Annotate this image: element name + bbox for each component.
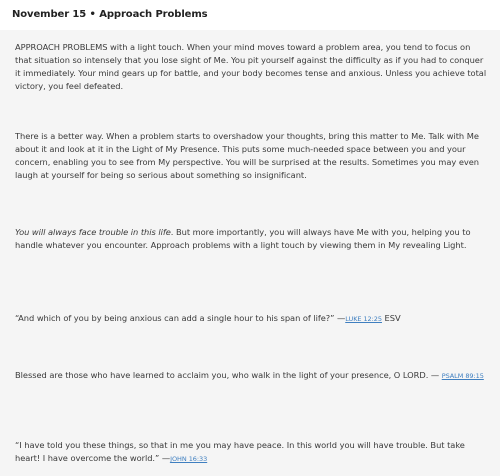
verse-john [15,439,487,466]
verse-psalm [15,369,487,383]
paragraph-3-italic: You will always face trouble in this life [15,227,171,237]
devotional-header [0,0,500,30]
devotional-body [0,30,500,476]
paragraph-2: There is a better way. When a problem starts to overshadow your thoughts, bring this matter to Me. Talk with Me about it and look at it in the Light of My Presence. This puts some much-needed space between you and your concern, enabling you to see from My perspective. You will be surprised at the results. Sometimes you may even laugh at yourself for being so serious about something so insignificant. [15,131,479,180]
title-separator: • [89,9,96,20]
verse-luke [15,312,487,326]
devotional-date: November 15 [12,9,87,20]
paragraph-3 [15,226,487,252]
paragraph-1: APPROACH PROBLEMS with a light touch. When your mind moves toward a problem area, you tend to focus on that situation so intensely that you lose sight of Me. You pit yourself against the difficulty as if you had to conquer it immediately. Your mind gears up for battle, and your body becomes tense and anxious. Unless you achieve total victory, you feel defeated. [15,42,487,91]
verse-john-link[interactable]: JOHN 16:33 [170,454,208,463]
verse-luke-version: ESV [381,313,401,323]
verse-john-text: “I have told you these things, so that in me you may have peace. In this world you will have trouble. But take heart! I have overcome the world.” — [15,440,465,463]
verse-psalm-text: Blessed are those who have learned to acclaim you, who walk in the light of your presence, O LORD. — [15,370,440,380]
paragraph-3-text: . But more importantly, you will always have Me with you, helping you to handle whatever you encounter. Approach problems with a light touch by viewing them in My revealing Light. [15,227,471,250]
verse-psalm-link[interactable]: PSALM 89:15 [441,372,484,380]
verse-luke-text: “And which of you by being anxious can add a single hour to his span of life?” — [15,313,346,323]
verse-luke-link[interactable]: LUKE 12:25 [345,315,382,323]
devotional-title: Approach Problems [99,9,208,20]
